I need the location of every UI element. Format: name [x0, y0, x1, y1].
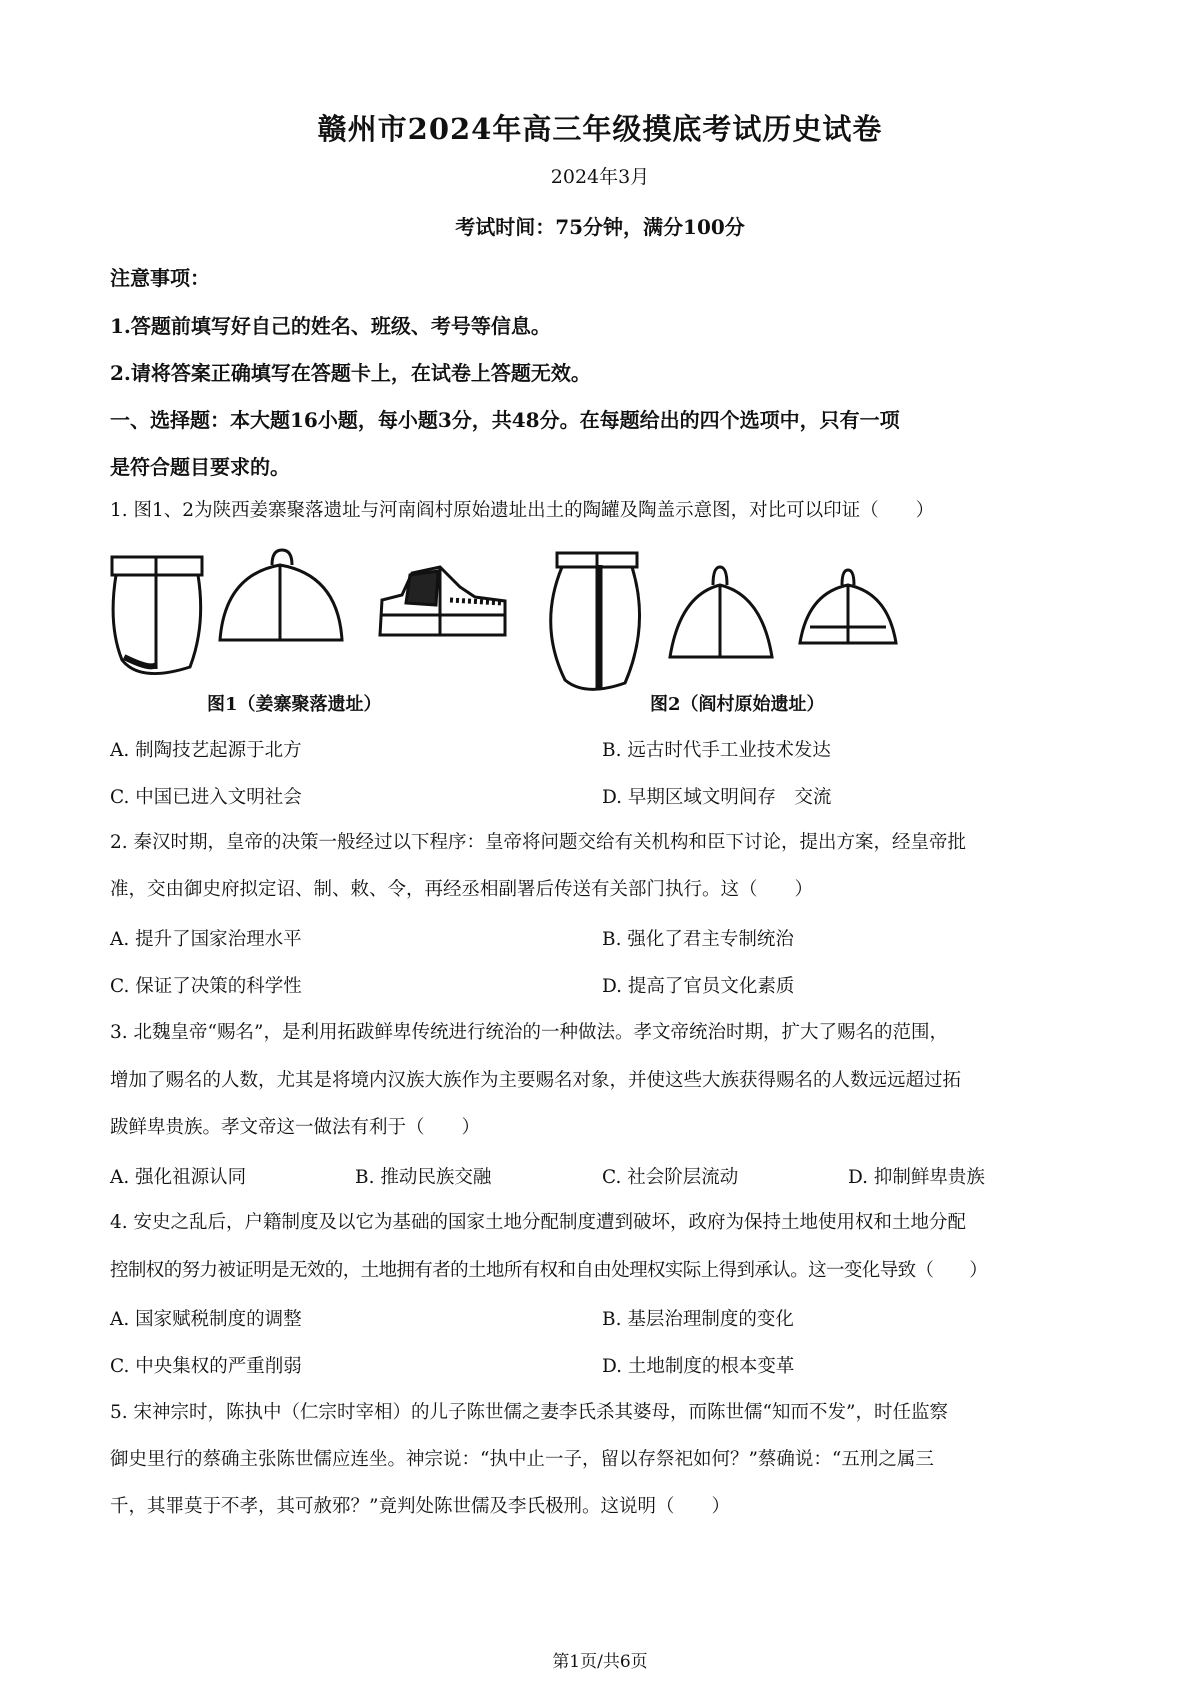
- notice-item-2: 2.请将答案正确填写在答题卡上，在试卷上答题无效。: [110, 361, 591, 385]
- q4-option-a: A. 国家赋税制度的调整: [110, 1309, 302, 1330]
- q4-option-b: B. 基层治理制度的变化: [602, 1309, 794, 1330]
- question-2-line2: 准，交由御史府拟定诏、制、敕、令，再经丞相副署后传送有关部门执行。这（ ）: [110, 879, 814, 900]
- question-4-line1: 4. 安史之乱后，户籍制度及以它为基础的国家土地分配制度遭到破坏，政府为保持土地使用权和土地分配: [110, 1212, 967, 1233]
- figure-1-caption: 图1（姜寨聚落遗址）: [207, 694, 382, 715]
- q1-option-b: B. 远古时代手工业技术发达: [602, 740, 831, 761]
- q1-option-c: C. 中国已进入文明社会: [110, 787, 302, 808]
- page-title: 赣州市2024年高三年级摸底考试历史试卷: [317, 112, 883, 146]
- q3-option-b: B. 推动民族交融: [355, 1167, 492, 1188]
- figure-1-pottery-jar: [112, 557, 202, 674]
- question-5-line2: 御史里行的蔡确主张陈世儒应连坐。神宗说：“执中止一子，留以存祭祀如何？”蔡确说：“五刑之属三: [110, 1449, 934, 1470]
- q2-option-c: C. 保证了决策的科学性: [110, 976, 302, 997]
- question-3-line3: 跋鲜卑贵族。孝文帝这一做法有利于（ ）: [110, 1117, 481, 1138]
- page-number: 第1页/共6页: [552, 1652, 648, 1672]
- question-5-line3: 千，其罪莫于不孝，其可赦邪？”竟判处陈世儒及李氏极刑。这说明（ ）: [110, 1496, 730, 1517]
- figure-1-pottery-lid-1: [220, 550, 342, 640]
- exam-date: 2024年3月: [550, 166, 650, 188]
- q2-option-b: B. 强化了君主专制统治: [602, 929, 794, 950]
- q3-option-d: D. 抑制鲜卑贵族: [848, 1167, 985, 1188]
- figure-2-pottery-lid-1: [670, 567, 772, 657]
- figure-2-caption: 图2（阎村原始遗址）: [650, 694, 825, 715]
- q2-option-d: D. 提高了官员文化素质: [602, 976, 795, 997]
- q3-option-a: A. 强化祖源认同: [110, 1167, 247, 1188]
- q4-option-c: C. 中央集权的严重削弱: [110, 1356, 302, 1377]
- figure-1-pottery-lid-2: [380, 567, 505, 635]
- q4-option-d: D. 土地制度的根本变革: [602, 1356, 795, 1377]
- question-3-line1: 3. 北魏皇帝“赐名”，是利用拓跋鲜卑传统进行统治的一种做法。孝文帝统治时期，扩大了赐名的范围，: [110, 1022, 948, 1043]
- q1-option-a: A. 制陶技艺起源于北方: [110, 740, 302, 761]
- question-4-line2: 控制权的努力被证明是无效的，土地拥有者的土地所有权和自由处理权实际上得到承认。这一变化导致（ ）: [110, 1260, 988, 1281]
- q3-option-c: C. 社会阶层流动: [602, 1167, 739, 1188]
- q1-option-d: D. 早期区域文明间存 交流: [602, 787, 832, 808]
- figure-2-pottery-jar: [551, 553, 640, 690]
- q2-option-a: A. 提升了国家治理水平: [110, 929, 302, 950]
- exam-time: 考试时间：75分钟，满分100分: [455, 215, 745, 239]
- question-3-line2: 增加了赐名的人数，尤其是将境内汉族大族作为主要赐名对象，并使这些大族获得赐名的人数远远超过拓: [110, 1070, 962, 1091]
- section-heading-line1: 一、选择题：本大题16小题，每小题3分，共48分。在每题给出的四个选项中，只有一项: [110, 408, 900, 432]
- section-heading-line2: 是符合题目要求的。: [110, 455, 290, 479]
- question-1-text: 1. 图1、2为陕西姜寨聚落遗址与河南阎村原始遗址出土的陶罐及陶盖示意图，对比可以印证（ ）: [110, 500, 935, 521]
- notice-item-1: 1.答题前填写好自己的姓名、班级、考号等信息。: [110, 314, 551, 338]
- figure-2-pottery-lid-2: [800, 570, 896, 643]
- question-5-line1: 5. 宋神宗时，陈执中（仁宗时宰相）的儿子陈世儒之妻李氏杀其婆母，而陈世儒“知而不发”，时任监察: [110, 1402, 948, 1423]
- question-2-line1: 2. 秦汉时期，皇帝的决策一般经过以下程序：皇帝将问题交给有关机构和臣下讨论，提出方案，经皇帝批: [110, 832, 967, 853]
- notice-heading: 注意事项：: [110, 266, 210, 290]
